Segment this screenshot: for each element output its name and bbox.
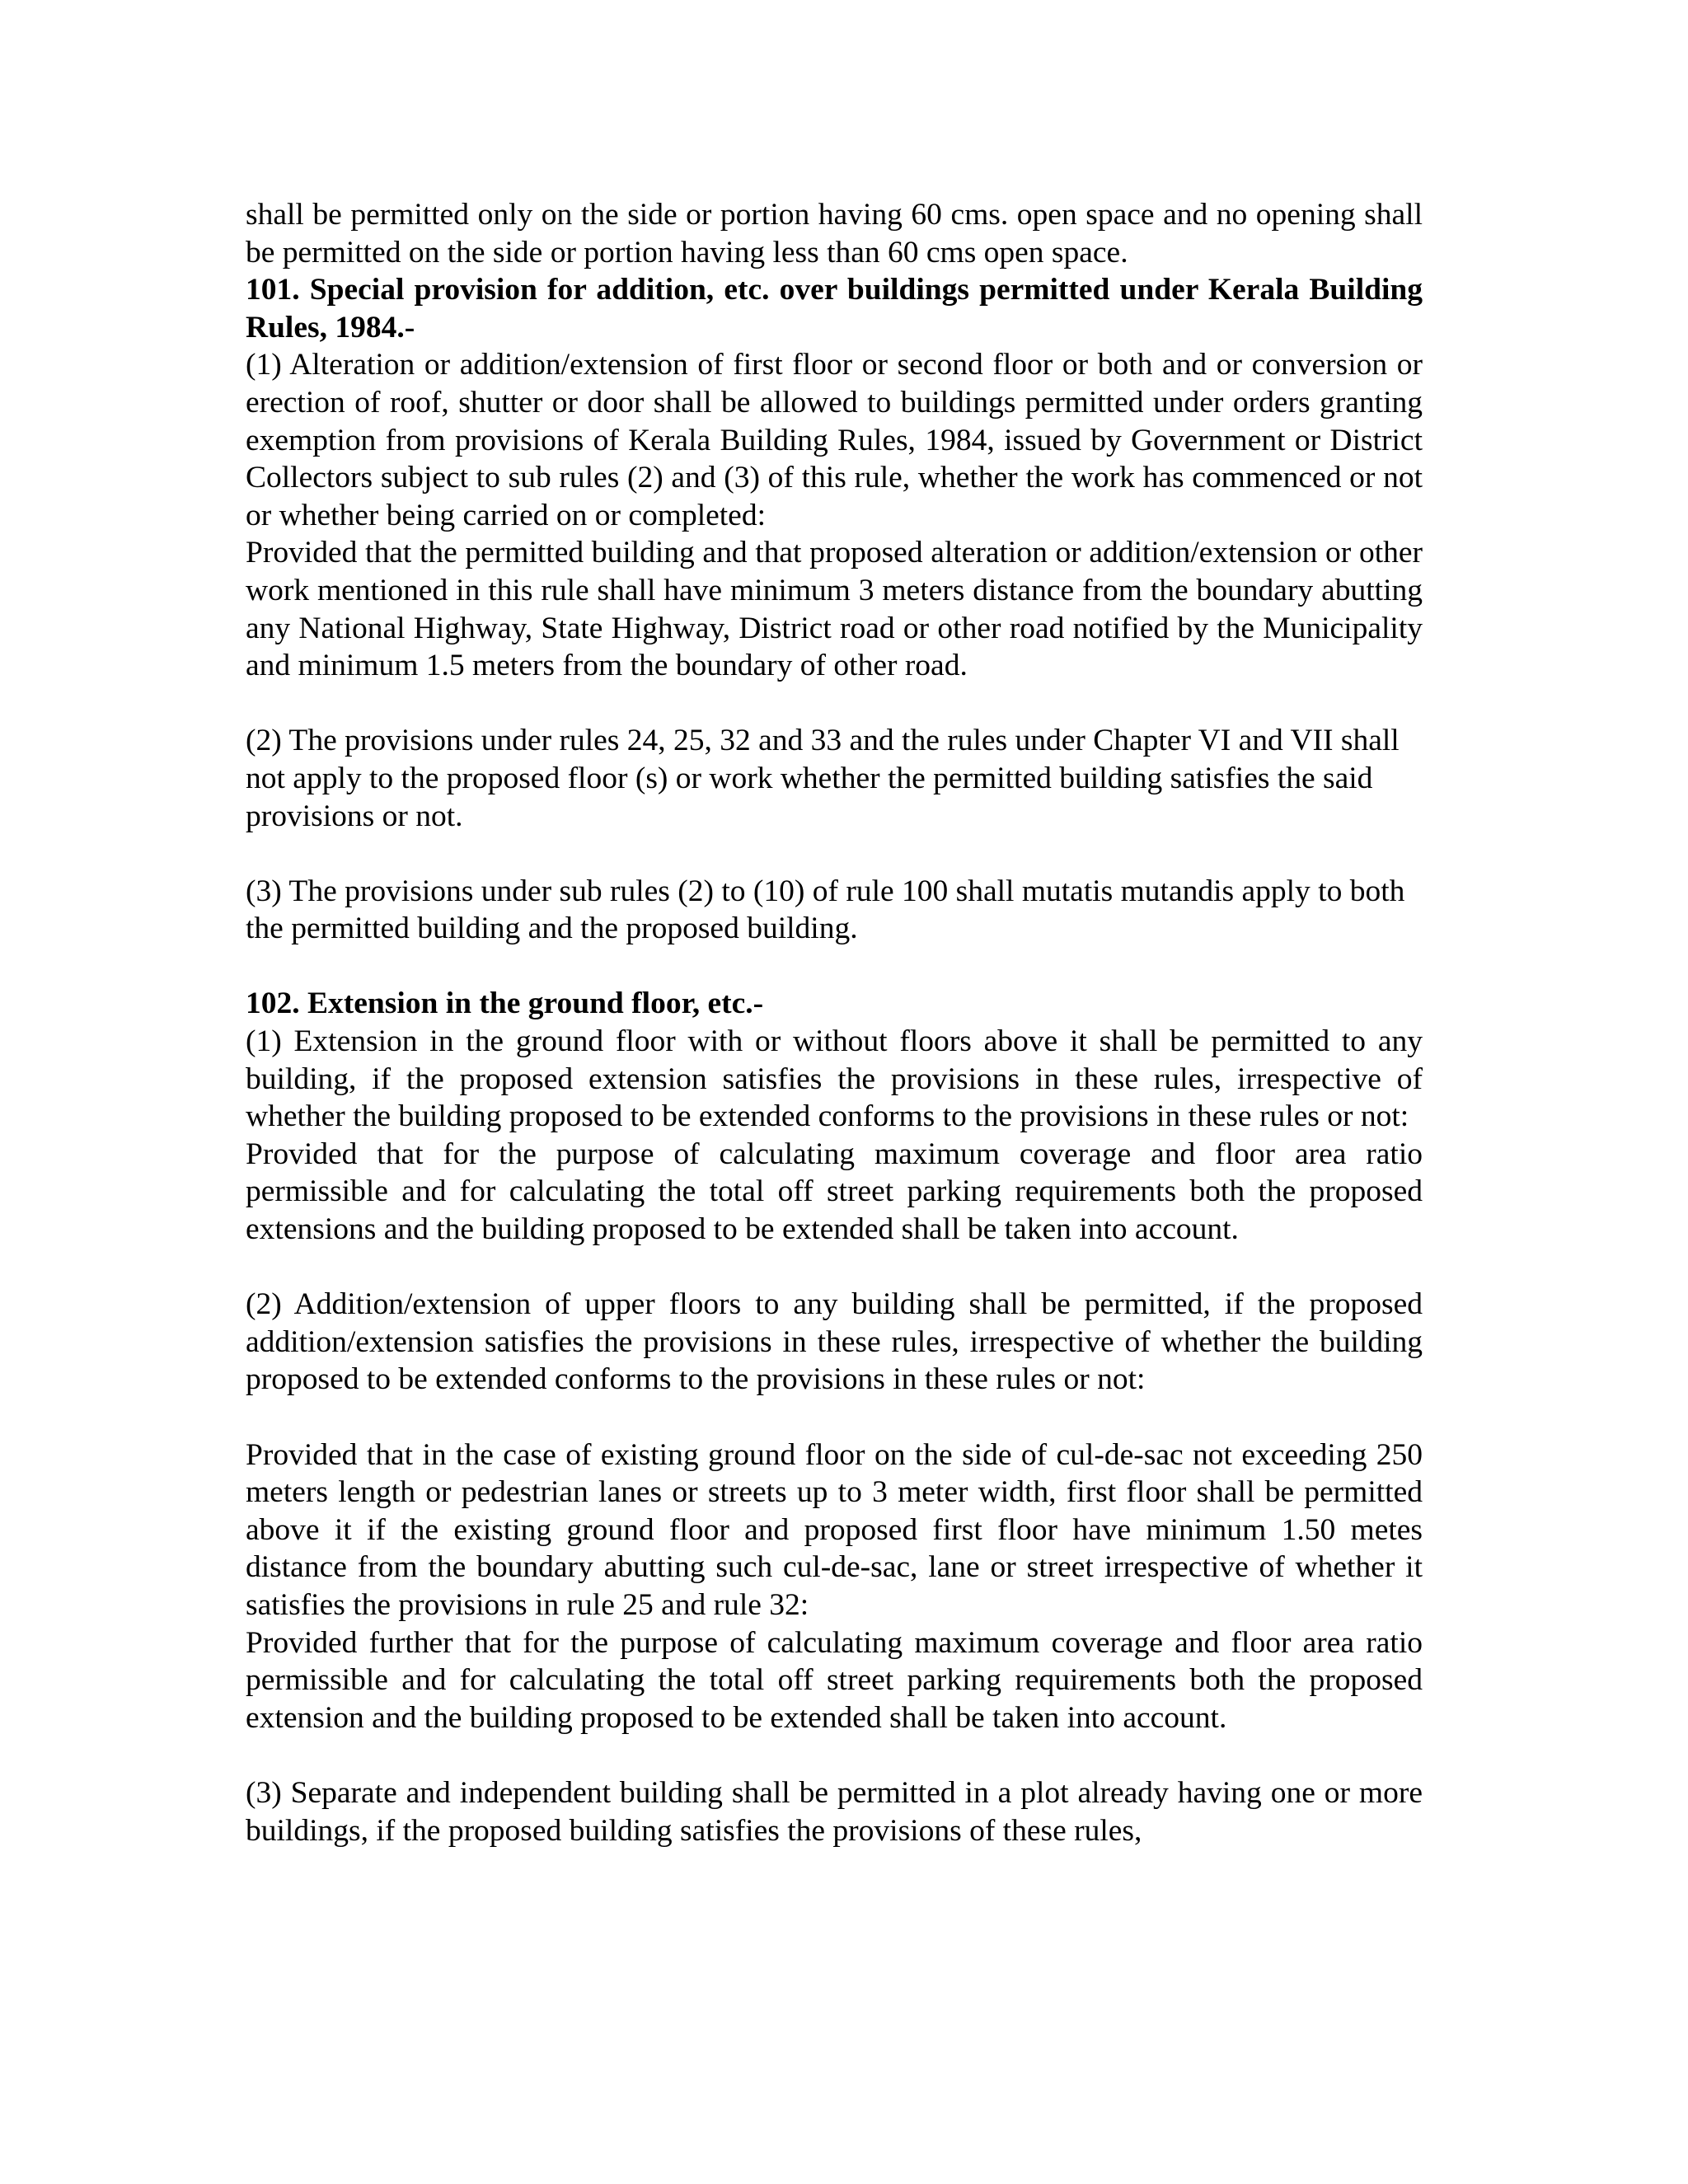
paragraph-gap	[246, 835, 1423, 873]
rule-102-subrule-3: (3) Separate and independent building shall be permitted in a plot already having one or more buildings, if the proposed building satisfies the provisions of these rules,	[246, 1775, 1423, 1848]
paragraph-gap	[246, 948, 1423, 986]
document-body	[246, 196, 1423, 1849]
rule-102-proviso-2: Provided that in the case of existing ground floor on the side of cul-de-sac not exceeding 250 meters length or pedestrian lanes or streets up to 3 meter width, first floor shall be permitted above it if the existing ground floor and proposed first floor have minimum 1.50 metes distance from the boundary abutting such cul-de-sac, lane or street irrespective of whether it satisfies the provisions in rule 25 and rule 32:	[246, 1437, 1423, 1622]
paragraph-gap	[246, 1736, 1423, 1774]
rule-101-heading: 101. Special provision for addition, etc. over buildings permitted under Kerala Building Rules, 1984.-	[246, 273, 1423, 344]
rule-102-proviso-1: Provided that for the purpose of calculating maximum coverage and floor area ratio permissible and for calculating the total off street parking requirements both the proposed extensions and the building proposed to be extended shall be taken into account.	[246, 1137, 1423, 1247]
rule-101-subrule-3: (3) The provisions under sub rules (2) to (10) of rule 100 shall mutatis mutandis apply to both the permitted building and the proposed building.	[246, 874, 1405, 946]
rule-102-subrule-1: (1) Extension in the ground floor with or without floors above it shall be permitted to any building, if the proposed extension satisfies the provisions in these rules, irrespective of whether the building proposed to be extended conforms to the provisions in these rules or not:	[246, 1024, 1423, 1134]
rule-102-subrule-2: (2) Addition/extension of upper floors to any building shall be permitted, if the proposed addition/extension satisfies the provisions in these rules, irrespective of whether the building proposed to be extended conforms to the provisions in these rules or not:	[246, 1287, 1423, 1397]
rule-101-subrule-1: (1) Alteration or addition/extension of first floor or second floor or both and or conversion or erection of roof, shutter or door shall be allowed to buildings permitted under orders granting exemption from provisions of Kerala Building Rules, 1984, issued by Government or District Collectors subject to sub rules (2) and (3) of this rule, whether the work has commenced or not or whether being carried on or completed:	[246, 348, 1423, 532]
rule-102-proviso-3: Provided further that for the purpose of calculating maximum coverage and floor area ratio permissible and for calculating the total off street parking requirements both the proposed extension and the building proposed to be extended shall be taken into account.	[246, 1625, 1423, 1735]
rule-102-heading: 102. Extension in the ground floor, etc.-	[246, 987, 764, 1021]
paragraph-gap	[246, 1249, 1423, 1286]
paragraph-gap	[246, 685, 1423, 723]
continuation-paragraph: shall be permitted only on the side or portion having 60 cms. open space and no opening shall be permitted on the side or portion having less than 60 cms open space.	[246, 198, 1423, 269]
paragraph-gap	[246, 1399, 1423, 1436]
rule-101-proviso-1: Provided that the permitted building and that proposed alteration or addition/extension or other work mentioned in this rule shall have minimum 3 meters distance from the boundary abutting any National Highway, State Highway, District road or other road notified by the Municipality and minimum 1.5 meters from the boundary of other road.	[246, 536, 1423, 683]
rule-101-subrule-2: (2) The provisions under rules 24, 25, 32 and 33 and the rules under Chapter VI and VII shall not apply to the proposed floor (s) or work whether the permitted building satisfies the said provisions or not.	[246, 724, 1400, 833]
